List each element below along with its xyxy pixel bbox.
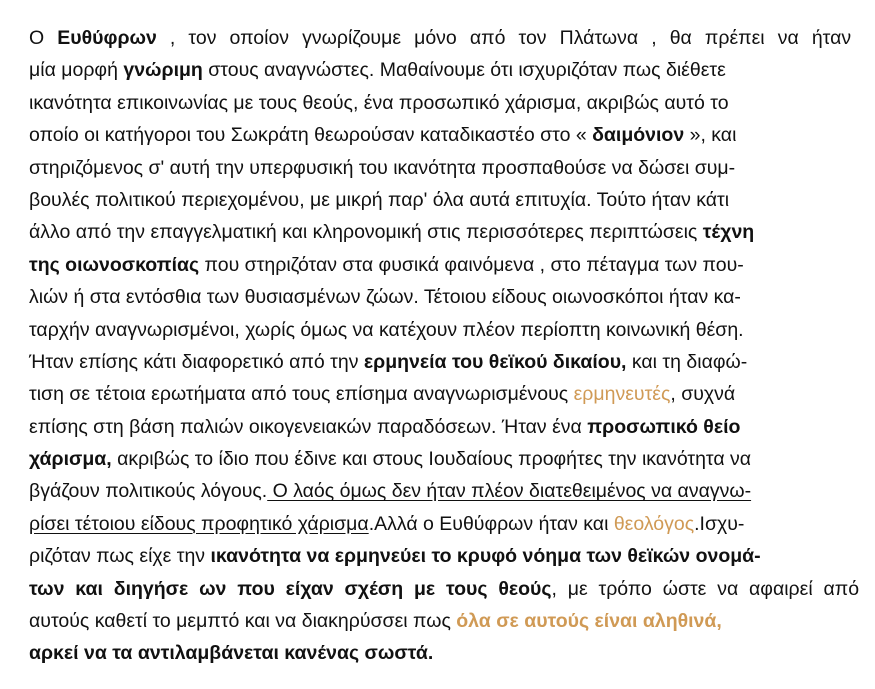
text-run: χάρισμα, [29, 448, 112, 471]
text-run: ταρχήν αναγνωρισμένοι, χωρίς όμως να κατέχουν πλέον περίοπτη κοινωνική θέση. [29, 318, 744, 341]
text-line [29, 475, 859, 507]
text-run: τιση σε τέτοια ερωτήματα από τους επίσημα αναγνωρισμένους [29, 383, 574, 406]
text-run: λιών ή στα εντόσθια των θυσιασμένων ζώων. Τέτοιου είδους οιωνοσκόποι ήταν κα- [29, 286, 741, 309]
text-run: αυτούς καθετί το μεμπτό και να διακηρύσσει πως [29, 610, 457, 633]
text-line [29, 314, 859, 346]
text-line [29, 346, 859, 378]
text-line [29, 249, 859, 281]
text-run: Ο [29, 27, 58, 49]
text-run: δαιμόνιον [592, 124, 685, 147]
text-line [29, 281, 859, 313]
text-run: Ήταν επίσης κάτι διαφορετικό από την [29, 350, 364, 373]
text-run: στηριζόμενος σ' αυτή την υπερφυσική του ικανότητα προσπαθούσε να δώσει συμ- [29, 156, 736, 179]
text-run: προσωπικό θείο [587, 415, 741, 438]
text-run: και τη διαφώ- [626, 350, 748, 373]
text-run: Ο λαός όμως δεν ήταν πλέον διατεθειμένος να αναγνω- [267, 480, 752, 503]
text-run: βγάζουν πολιτικούς λόγους. [29, 480, 268, 503]
text-line [29, 508, 859, 540]
text-run: όλα σε αυτούς είναι αληθινά, [456, 610, 722, 633]
text-line [29, 216, 859, 248]
text-run: ερμηνευτές [573, 383, 671, 406]
text-run: , τον οποίον γνωρίζουμε μόνο από τον Πλάτωνα , θα πρέπει να ήταν [156, 27, 852, 49]
text-run: , συχνά [670, 383, 736, 406]
text-run: αρκεί να τα αντιλαμβάνεται κανένας σωστά. [29, 642, 434, 665]
text-run: γνώριμη [123, 59, 203, 82]
text-run: , με τρόπο ώστε να αφαιρεί από [551, 577, 860, 600]
text-run: ακριβώς το ίδιο που έδινε και στους Ιουδαίους προφήτες την ικανότητα να [111, 448, 752, 471]
text-line [29, 22, 859, 54]
text-line [29, 573, 859, 605]
text-line [29, 605, 859, 637]
text-run: θεολόγος [613, 512, 695, 535]
text-line [29, 637, 859, 669]
text-run: .Ισχυ- [694, 512, 745, 535]
text-run: ικανότητα να ερμηνεύει το κρυφό νόημα των θεϊκών ονομά- [210, 545, 761, 568]
text-run: επίσης στη βάση παλιών οικογενειακών παραδόσεων. Ήταν ένα [29, 415, 588, 438]
text-line [29, 87, 859, 119]
text-line [29, 540, 859, 572]
text-run: ερμηνεία του θεϊκού δικαίου, [363, 350, 627, 373]
document-body [29, 22, 859, 670]
text-run: τέχνη [702, 221, 755, 244]
text-run: ικανότητα επικοινωνίας με τους θεούς, ένα προσωπικό χάρισμα, ακριβώς αυτό το [29, 91, 729, 114]
text-line [29, 184, 859, 216]
text-run: ρίσει τέτοιου είδους προφητικό χάρισμα [29, 512, 369, 535]
text-run: άλλο από την επαγγελματική και κληρονομική στις περισσότερες περιπτώσεις [29, 221, 703, 244]
text-run: στους αναγνώστες. Μαθαίνουμε ότι ισχυριζόταν πως διέθετε [202, 59, 726, 82]
text-run: μία μορφή [29, 59, 124, 82]
text-run: της οιωνοσκοπίας [29, 253, 200, 276]
text-run: ριζόταν πως είχε την [29, 545, 211, 568]
text-run: που στηριζόταν στα φυσικά φαινόμενα , στο πέταγμα των που- [199, 253, 744, 276]
text-line [29, 54, 859, 86]
text-line [29, 152, 859, 184]
paragraph-euthyphro [29, 22, 859, 670]
text-run: .Αλλά ο Ευθύφρων ήταν και [368, 512, 614, 535]
text-run: των και διηγήσε ων που είχαν σχέση με τους θεούς [29, 577, 552, 600]
text-line [29, 443, 859, 475]
text-line [29, 119, 859, 151]
text-line [29, 378, 859, 410]
text-run: οποίο οι κατήγοροι του Σωκράτη θεωρούσαν καταδικαστέο στο « [29, 124, 593, 147]
text-run: βουλές πολιτικού περιεχομένου, με μικρή παρ' όλα αυτά επιτυχία. Τούτο ήταν κάτι [29, 188, 730, 211]
text-line [29, 411, 859, 443]
text-run: Ευθύφρων [57, 27, 157, 49]
text-run: », και [684, 124, 737, 147]
